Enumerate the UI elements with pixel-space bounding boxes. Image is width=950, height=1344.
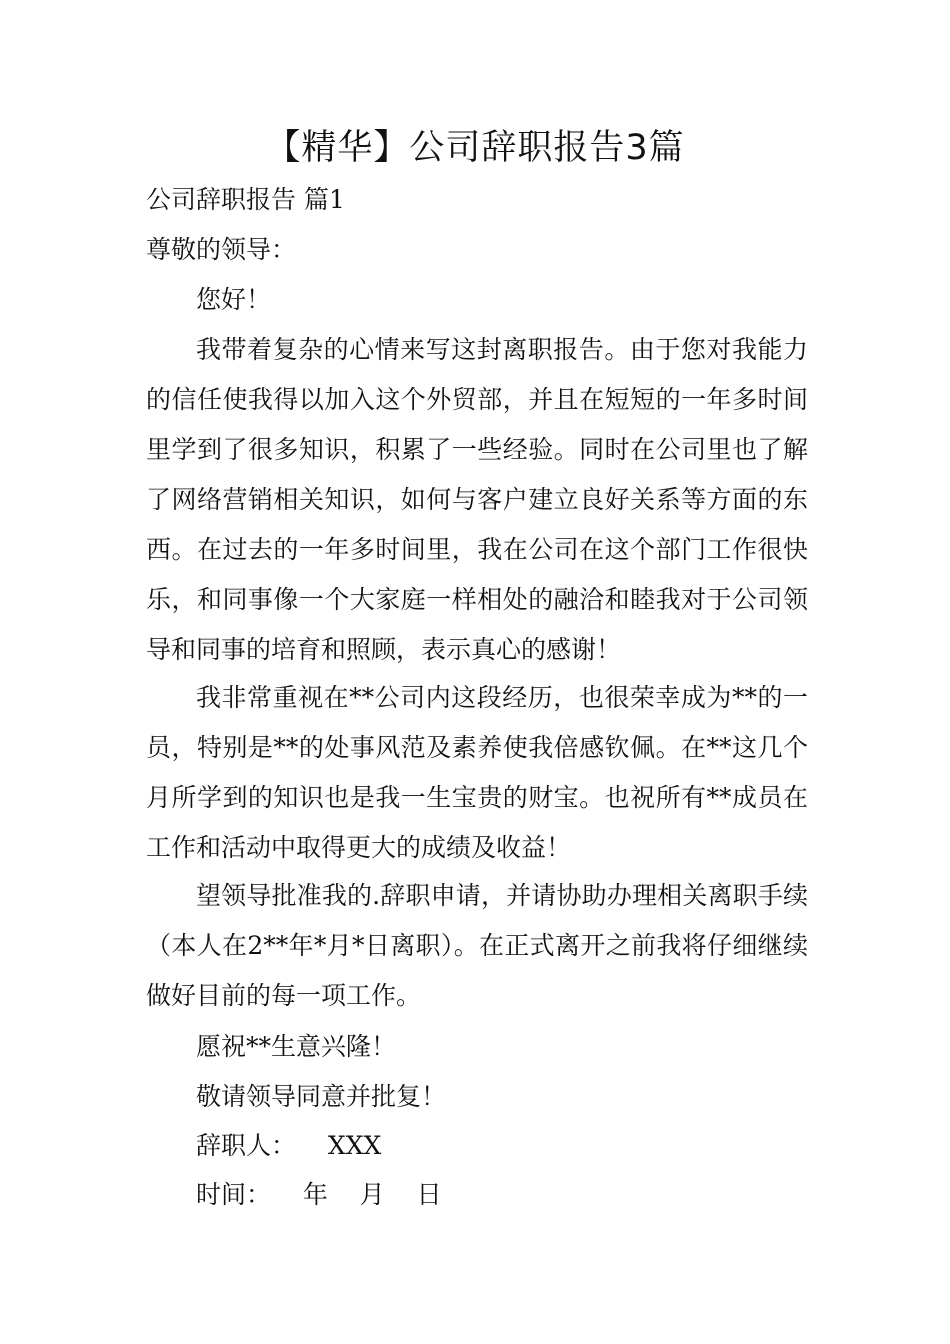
date-line: 时间： 年 月 日 [196,1180,442,1209]
body-paragraph-1: 我带着复杂的心情来写这封离职报告。由于您对我能力的信任使我得以加入这个外贸部，并且在短短的一年多时间里学到了很多知识，积累了一些经验。同时在公司里也了解了网络营销相关知识，如何与客户建立良好关系等方面的东西。在过去的一年多时间里，我在公司在这个部门工作很快乐，和同事像一个大家庭一样相处的融洽和睦我对于公司领导和同事的培育和照顾，表示真心的感谢！ [146,335,808,664]
document-title: 【精华】公司辞职报告3篇 [265,128,685,168]
closing-request: 敬请领导同意并批复！ [196,1082,447,1111]
salutation: 尊敬的领导： [146,235,297,264]
closing-wish: 愿祝**生意兴隆！ [196,1032,397,1061]
body-paragraph-3: 望领导批准我的.辞职申请，并请协助办理相关离职手续（本人在2**年*月*日离职）。在正式离开之前我将仔细继续做好目前的每一项工作。 [146,881,808,1010]
signer-line: 辞职人： XXX [196,1131,382,1160]
greeting: 您好！ [196,285,272,314]
body-paragraph-2: 我非常重视在**公司内这段经历，也很荣幸成为**的一员，特别是**的处事风范及素养使我倍感钦佩。在**这几个月所学到的知识也是我一生宝贵的财宝。也祝所有**成员在工作和活动中取得更大的成绩及收益！ [146,683,808,862]
section-heading: 公司辞职报告 篇1 [146,185,345,214]
